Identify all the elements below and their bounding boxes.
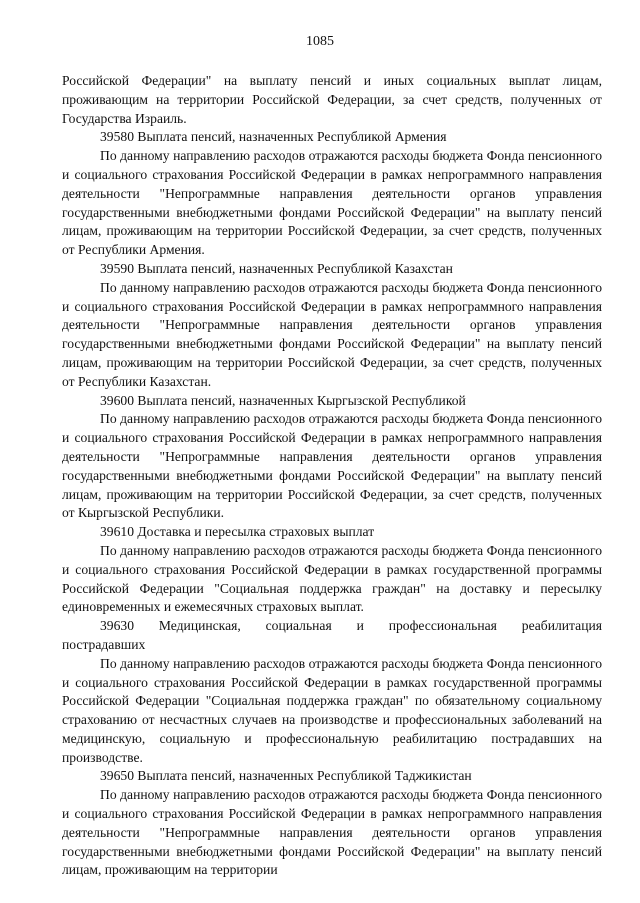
section-heading: 39630 Медицинская, социальная и профессиональная реабилитация пострадавших <box>62 618 602 652</box>
section-body: По данному направлению расходов отражаются расходы бюджета Фонда пенсионного и социального страхования Российской Федерации в рамках государственной программы Российской Федерации "Социальная поддержка граждан" по обязательному социальному страхованию от несчастных случаев на производстве и профессиональных заболеваний на медицинскую, социальную и профессиональную реабилитацию пострадавших на производстве. <box>62 655 602 765</box>
section-heading: 39580 Выплата пенсий, назначенных Республикой Армения <box>100 129 447 145</box>
section-body: По данному направлению расходов отражаются расходы бюджета Фонда пенсионного и социального страхования Российской Федерации в рамках государственной программы Российской Федерации "Социальная поддержка граждан" на доставку и пересылку единовременных и ежемесячных страховых выплат. <box>62 542 602 615</box>
page-number: 1085 <box>306 34 334 49</box>
section-body: По данному направлению расходов отражаются расходы бюджета Фонда пенсионного и социального страхования Российской Федерации в рамках непрограммного направления деятельности "Непрограммные направления деятельности органов управления государственными внебюджетными фондами Российской Федерации" на выплату пенсий лицам, проживающим на территории Российской Федерации, за счет средств, полученных от Республики Армения. <box>62 148 602 258</box>
section-body: По данному направлению расходов отражаются расходы бюджета Фонда пенсионного и социального страхования Российской Федерации в рамках непрограммного направления деятельности "Непрограммные направления деятельности органов управления государственными внебюджетными фондами Российской Федерации" на выплату пенсий лицам, проживающим на территории Российской Федерации, за счет средств, полученных от Республики Казахстан. <box>62 279 602 389</box>
section-body: По данному направлению расходов отражаются расходы бюджета Фонда пенсионного и социального страхования Российской Федерации в рамках непрограммного направления деятельности "Непрограммные направления деятельности органов управления государственными внебюджетными фондами Российской Федерации" на выплату пенсий лицам, проживающим на территории <box>62 787 602 878</box>
section-heading: 39650 Выплата пенсий, назначенных Республикой Таджикистан <box>100 768 472 784</box>
section-heading: 39590 Выплата пенсий, назначенных Республикой Казахстан <box>100 260 453 276</box>
section-body: По данному направлению расходов отражаются расходы бюджета Фонда пенсионного и социального страхования Российской Федерации в рамках непрограммного направления деятельности "Непрограммные направления деятельности органов управления государственными внебюджетными фондами Российской Федерации" на выплату пенсий лицам, проживающим на территории Российской Федерации, за счет средств, полученных от Кыргызской Республики. <box>62 411 602 521</box>
section-heading: 39610 Доставка и пересылка страховых выплат <box>100 524 375 540</box>
intro-paragraph: Российской Федерации" на выплату пенсий и иных социальных выплат лицам, проживающим на территории Российской Федерации, за счет средств, полученных от Государства Израиль. <box>62 73 602 126</box>
section-heading: 39600 Выплата пенсий, назначенных Кыргызской Республикой <box>100 392 466 408</box>
document-body <box>62 72 602 880</box>
